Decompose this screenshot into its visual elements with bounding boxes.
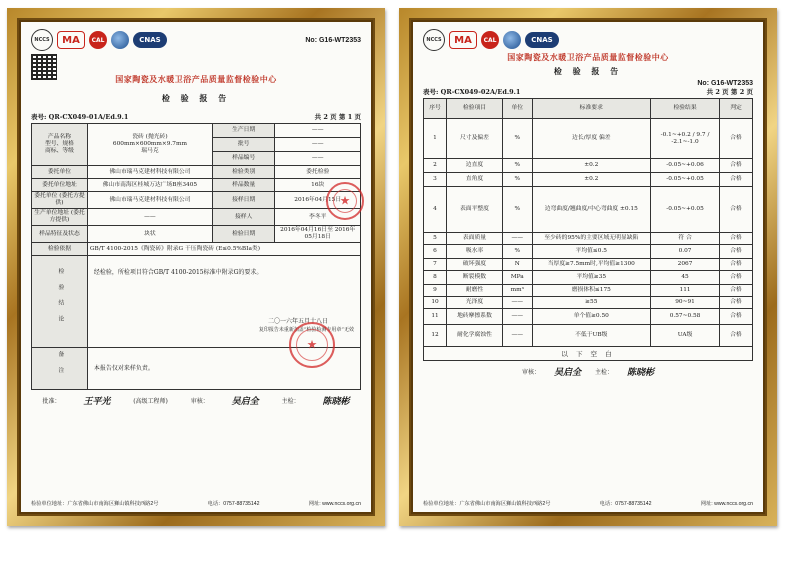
results-header-row	[424, 99, 753, 119]
producer-addr-label: 生产单位地址 (委托方提供)	[32, 209, 88, 226]
client-addr-value: 佛山市南海区桂城万达广场B座3405	[87, 179, 212, 192]
result-cell-verdict: 合格	[720, 325, 753, 347]
result-cell-verdict: 合格	[720, 245, 753, 259]
batch-label: 批号	[212, 138, 275, 152]
right-certificate-frame	[399, 8, 777, 526]
mfg-date-label: 生产日期	[212, 124, 275, 138]
report-number: No: G16-WT2353	[305, 36, 361, 44]
result-cell-req: 磨损体积≤175	[532, 285, 650, 297]
result-cell-req: 至少砖的95%的主要区域无明显缺陷	[532, 233, 650, 245]
result-cell-name: 直角度	[447, 173, 503, 187]
receiver-label: 接样人	[212, 209, 275, 226]
nccs-logo-icon: NCCS	[31, 29, 53, 51]
right-report-page	[413, 22, 763, 512]
cma-logo-icon: MA	[57, 31, 85, 49]
product-name-label: 产品名称 型号、规格 商标、等级	[32, 124, 88, 166]
result-cell-no: 2	[424, 159, 447, 173]
receive-date-value: 2016年04月15日	[275, 192, 361, 209]
result-cell-name: 破坏强度	[447, 259, 503, 271]
receiver-value: 李冬平	[275, 209, 361, 226]
result-row	[424, 245, 753, 259]
result-row	[424, 119, 753, 159]
result-cell-no: 6	[424, 245, 447, 259]
result-cell-no: 8	[424, 271, 447, 285]
result-cell-name: 地砖摩擦系数	[447, 309, 503, 325]
cnas-logo-icon: CNAS	[133, 32, 167, 48]
result-cell-verdict: 合格	[720, 297, 753, 309]
cal-logo-icon: CAL	[481, 31, 499, 49]
result-cell-req: ±0.2	[532, 159, 650, 173]
result-cell-req: 平均值≥35	[532, 271, 650, 285]
result-cell-result: -0.05~+0.05	[651, 173, 720, 187]
edge-stamp-icon: ★	[326, 182, 364, 220]
sample-no-label: 样品编号	[212, 152, 275, 166]
result-row	[424, 173, 753, 187]
result-cell-result: -0.1~+0.2 / 9.7 / -2.1~-1.0	[651, 119, 720, 159]
result-row	[424, 233, 753, 245]
client-addr-label: 委托单位地址	[32, 179, 88, 192]
checker-signature: 陈晓彬	[627, 368, 655, 378]
cnas-logo-icon: CNAS	[525, 32, 559, 48]
left-footer	[31, 500, 361, 507]
footer-phone: 电话：0757-88735142	[207, 501, 260, 507]
result-cell-unit: MPa	[502, 271, 532, 285]
check-label: 主检：	[281, 398, 300, 405]
sample-no-value: ——	[275, 152, 361, 166]
result-cell-unit: %	[502, 173, 532, 187]
result-cell-req: 边长/厚度 偏差	[532, 119, 650, 159]
result-row	[424, 271, 753, 285]
conclusion-text: 经检验，所检项目符合GB/T 4100-2015标准中附录G的要求。	[93, 269, 263, 276]
result-cell-result: UA级	[651, 325, 720, 347]
result-cell-verdict: 合格	[720, 119, 753, 159]
result-cell-result: 符 合	[651, 233, 720, 245]
approver-title: (高级工程师)	[133, 398, 168, 405]
check-date-label: 检验日期	[212, 226, 275, 243]
producer-label: 委托单位 (委托方提供)	[32, 192, 88, 209]
mfg-date-value: ——	[275, 124, 361, 138]
result-cell-verdict: 合格	[720, 271, 753, 285]
result-cell-name: 光泽度	[447, 297, 503, 309]
producer-value: 佛山市瑞马克建材科技有限公司	[87, 192, 212, 209]
globe-logo-icon	[503, 31, 521, 49]
result-cell-no: 11	[424, 309, 447, 325]
left-signature-row	[31, 394, 361, 407]
result-cell-req: ≥55	[532, 297, 650, 309]
header-cell: 检验结果	[651, 99, 720, 119]
result-cell-verdict: 合格	[720, 233, 753, 245]
center-name: 国家陶瓷及水暖卫浴产品质量监督检验中心	[507, 52, 669, 62]
result-cell-name: 表面质量	[447, 233, 503, 245]
result-cell-name: 耐磨性	[447, 285, 503, 297]
product-name-value: 瓷砖 (抛光砖) 600mm×600mm×9.7mm 瑞马克	[87, 124, 212, 166]
result-cell-name: 吸水率	[447, 245, 503, 259]
result-cell-req: 不低于UB级	[532, 325, 650, 347]
result-cell-unit: ——	[502, 325, 532, 347]
result-cell-req: 平均值≤0.5	[532, 245, 650, 259]
result-cell-unit: ——	[502, 297, 532, 309]
form-number: 表号: QR-CX049-02A/Ed.9.1	[423, 88, 521, 96]
page-info: 共 2 页 第 1 页	[314, 113, 361, 121]
result-cell-result: 0.07	[651, 245, 720, 259]
result-cell-req: 单个值≥0.50	[532, 309, 650, 325]
conclusion-date: 二〇一六年五月十八日	[267, 318, 328, 325]
footer-url: 网址: www.nccs.org.cn	[700, 501, 753, 507]
result-cell-unit: %	[502, 187, 532, 233]
check-type-label: 检验类别	[212, 166, 275, 179]
review-label: 审核：	[521, 369, 540, 376]
reviewer-signature: 吴启全	[553, 368, 581, 378]
result-cell-no: 1	[424, 119, 447, 159]
header-cell: 单位	[502, 99, 532, 119]
result-cell-req: 边弯曲度/翘曲度/中心弯曲度 ±0.15	[532, 187, 650, 233]
result-cell-result: 90~91	[651, 297, 720, 309]
header-cell: 检验项目	[447, 99, 503, 119]
result-cell-result: -0.05~+0.05	[651, 187, 720, 233]
remark-label: 备注	[32, 348, 88, 390]
result-row	[424, 309, 753, 325]
inspection-stamp-icon: ★	[289, 322, 335, 368]
form-number: 表号: QR-CX049-01A/Ed.9.1	[31, 113, 129, 121]
result-cell-result: 0.57~0.58	[651, 309, 720, 325]
left-frame-mat	[17, 18, 375, 516]
right-frame-mat	[409, 18, 767, 516]
result-cell-unit: %	[502, 245, 532, 259]
header-cell: 判定	[720, 99, 753, 119]
remark-value: 本报告仅对来样负责。	[87, 348, 360, 390]
result-row	[424, 285, 753, 297]
right-signature-row	[423, 365, 753, 378]
result-cell-name: 断裂模数	[447, 271, 503, 285]
doc-title: 检 验 报 告	[161, 93, 231, 103]
left-report-page	[21, 22, 371, 512]
left-logo-row	[31, 28, 361, 52]
reviewer-signature: 吴启全	[231, 397, 259, 407]
result-cell-req: 当厚度≥7.5mm时,平均值≥1300	[532, 259, 650, 271]
qty-label: 样品数量	[212, 179, 275, 192]
footer-phone: 电话：0757-88735142	[599, 501, 652, 507]
page-info: 共 2 页 第 2 页	[706, 88, 753, 96]
nccs-logo-icon: NCCS	[423, 29, 445, 51]
result-cell-verdict: 合格	[720, 187, 753, 233]
result-cell-no: 12	[424, 325, 447, 347]
left-certificate-frame	[7, 8, 385, 526]
sample-state-value: 块状	[87, 226, 212, 243]
result-cell-result: 45	[651, 271, 720, 285]
report-number: No: G16-WT2353	[697, 80, 753, 87]
basis-value: GB/T 4100-2015《陶瓷砖》附录G 干压陶瓷砖 (E≤0.5%BIa类)	[87, 243, 360, 256]
result-row	[424, 187, 753, 233]
cal-logo-icon: CAL	[89, 31, 107, 49]
form-meta	[31, 112, 361, 121]
check-type-value: 委托检验	[275, 166, 361, 179]
result-cell-verdict: 合格	[720, 309, 753, 325]
result-cell-unit: ——	[502, 309, 532, 325]
result-cell-result: 2067	[651, 259, 720, 271]
result-cell-result: 111	[651, 285, 720, 297]
center-name: 国家陶瓷及水暖卫浴产品质量监督检验中心	[115, 74, 277, 84]
blank-note: 以 下 空 白	[423, 347, 753, 361]
result-cell-name: 耐化学腐蚀性	[447, 325, 503, 347]
approver-signature: 王平光	[83, 397, 111, 407]
checker-signature: 陈晓彬	[322, 397, 350, 407]
header-cell: 标准要求	[532, 99, 650, 119]
result-cell-name: 尺寸及偏差	[447, 119, 503, 159]
client-value: 佛山市瑞马克建材科技有限公司	[87, 166, 212, 179]
result-cell-verdict: 合格	[720, 259, 753, 271]
qr-code-icon	[31, 54, 57, 80]
result-cell-unit: N	[502, 259, 532, 271]
result-cell-unit: ——	[502, 233, 532, 245]
result-cell-no: 4	[424, 187, 447, 233]
result-cell-unit: mm³	[502, 285, 532, 297]
result-cell-verdict: 合格	[720, 173, 753, 187]
result-row	[424, 325, 753, 347]
qty-value: 16块	[275, 179, 361, 192]
result-cell-result: -0.05~+0.06	[651, 159, 720, 173]
result-cell-no: 9	[424, 285, 447, 297]
basis-label: 检验依据	[32, 243, 88, 256]
producer-addr-value: ——	[87, 209, 212, 226]
check-date-value: 2016年04月16日至 2016年05月18日	[275, 226, 361, 243]
result-cell-no: 3	[424, 173, 447, 187]
result-cell-no: 5	[424, 233, 447, 245]
review-label: 审核：	[190, 398, 209, 405]
footer-url: 网址: www.nccs.org.cn	[308, 501, 361, 507]
cma-logo-icon: MA	[449, 31, 477, 49]
result-cell-unit: %	[502, 159, 532, 173]
result-cell-verdict: 合格	[720, 285, 753, 297]
form-meta	[423, 87, 753, 96]
conclusion-label: 检验结论	[32, 256, 88, 348]
header-cell: 序号	[424, 99, 447, 119]
result-cell-verdict: 合格	[720, 159, 753, 173]
receive-date-label: 接样日期	[212, 192, 275, 209]
right-logo-row	[423, 28, 753, 52]
result-cell-unit: %	[502, 119, 532, 159]
globe-logo-icon	[111, 31, 129, 49]
result-cell-name: 边直度	[447, 159, 503, 173]
result-row	[424, 159, 753, 173]
result-cell-no: 10	[424, 297, 447, 309]
result-row	[424, 297, 753, 309]
result-cell-req: ±0.2	[532, 173, 650, 187]
approve-label: 批准：	[42, 398, 61, 405]
batch-value: ——	[275, 138, 361, 152]
result-cell-no: 7	[424, 259, 447, 271]
result-cell-name: 表面平整度	[447, 187, 503, 233]
sample-state-label: 样品特征及状态	[32, 226, 88, 243]
doc-title: 检 验 报 告	[553, 66, 623, 76]
right-footer	[423, 500, 753, 507]
check-label: 主检：	[595, 369, 614, 376]
conclusion-note: 复印报告未重新加盖“检验检测专用章”无效	[258, 327, 354, 333]
footer-address: 检验单位地址：广东省佛山市南海区狮山镇科技西路2号	[423, 501, 551, 507]
client-label: 委托单位	[32, 166, 88, 179]
footer-address: 检验单位地址：广东省佛山市南海区狮山镇科技西路2号	[31, 501, 159, 507]
result-row	[424, 259, 753, 271]
results-table	[423, 98, 753, 347]
